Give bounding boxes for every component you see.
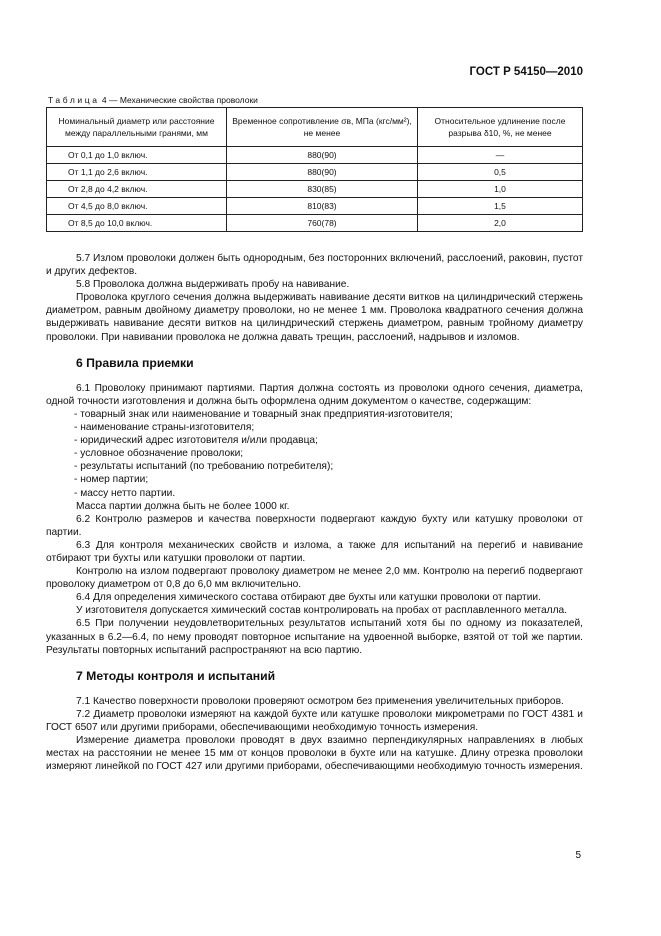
cell-elongation: 0,5 — [418, 164, 583, 181]
table-caption-title: 4 — Механические свойства проволоки — [99, 95, 258, 105]
header-elongation: Относительное удлинение после разрыва δ10, %, не менее — [418, 108, 583, 147]
table-header-row — [47, 108, 583, 147]
paragraph-6-5: 6.5 При получении неудовлетворительных результатов испытаний хотя бы по одному из показателей, указанных в 6.2—6.4, по нему проводят повторное испытание на удвоенной выборке, взятой от той же партии. Результаты повторных испытаний распространяют на всю партию. — [46, 618, 583, 656]
list-item: - наименование страны-изготовителя; — [74, 422, 255, 434]
paragraph-6-2: 6.2 Контролю размеров и качества поверхности подвергают каждую бухту или катушку проволоки от партии. — [46, 513, 583, 538]
table-row — [47, 215, 583, 232]
list-item: - массу нетто партии. — [74, 487, 176, 499]
paragraph-5-8-details: Проволока круглого сечения должна выдерживать навивание десяти витков на цилиндрический стержень диаметром, равным двойному диаметру проволоки, но не менее 1 мм. Проволока квадратного сечения должна выдерживать навивание десяти витков на цилиндрический стержень диаметром, равным тройному диаметру проволоки. При навивании проволока не должна давать трещин, расслоений, надрывов и изломов. — [46, 292, 583, 343]
paragraph-6-3: 6.3 Для контроля механических свойств и излома, а также для испытаний на перегиб и навивание отбирают три бухты или катушки проволоки от партии. — [46, 539, 583, 564]
paragraph-6-3-details: Контролю на излом подвергают проволоку диаметром не менее 2,0 мм. Контролю на перегиб подвергают проволоку диаметром от 0,8 до 6,0 мм включительно. — [46, 566, 583, 591]
paragraph-6-4: 6.4 Для определения химического состава отбирают две бухты или катушки проволоки от партии. — [76, 592, 541, 604]
section-6-heading: 6 Правила приемки — [76, 355, 194, 370]
cell-tensile: 810(83) — [227, 198, 418, 215]
header-diameter: Номинальный диаметр или расстояние между параллельными гранями, мм — [47, 108, 227, 147]
list-item: - результаты испытаний (по требованию потребителя); — [74, 461, 334, 473]
cell-tensile: 880(90) — [227, 164, 418, 181]
mechanical-properties-table — [46, 107, 583, 232]
section-7-heading: 7 Методы контроля и испытаний — [76, 668, 276, 683]
list-item: - номер партии; — [74, 474, 149, 486]
document-header: ГОСТ Р 54150—2010 — [469, 66, 583, 78]
paragraph-7-1: 7.1 Качество поверхности проволоки проверяют осмотром без применения увеличительных приборов. — [76, 695, 564, 707]
list-item: - юридический адрес изготовителя и/или продавца; — [74, 435, 318, 447]
paragraph-6-4-details: У изготовителя допускается химический состав контролировать на пробах от расплавленного металла. — [76, 605, 568, 617]
cell-tensile: 880(90) — [227, 147, 418, 164]
cell-elongation: 1,5 — [418, 198, 583, 215]
paragraph-6-1: 6.1 Проволоку принимают партиями. Партия должна состоять из проволоки одного сечения, диаметра, одной точности изготовления и должна быть оформлена одним документом о качестве, содержащим: — [46, 382, 583, 407]
list-item: - товарный знак или наименование и товарный знак предприятия-изготовителя; — [74, 408, 453, 420]
cell-diameter: От 8,5 до 10,0 включ. — [47, 215, 227, 232]
cell-elongation: 2,0 — [418, 215, 583, 232]
table-caption — [48, 95, 258, 105]
cell-tensile: 830(85) — [227, 181, 418, 198]
table-row — [47, 164, 583, 181]
header-tensile-strength: Временное сопротивление σв, МПа (кгс/мм²), не менее — [227, 108, 418, 147]
list-item: - условное обозначение проволоки; — [74, 448, 244, 460]
cell-diameter: От 0,1 до 1,0 включ. — [47, 147, 227, 164]
cell-diameter: От 2,8 до 4,2 включ. — [47, 181, 227, 198]
paragraph-5-7: 5.7 Излом проволоки должен быть однородным, без посторонних включений, расслоений, раковин, пустот и других дефектов. — [46, 253, 583, 278]
document-body — [46, 252, 583, 773]
paragraph-batch-mass: Масса партии должна быть не более 1000 кг. — [76, 500, 290, 512]
paragraph-5-8: 5.8 Проволока должна выдерживать пробу на навивание. — [76, 279, 350, 291]
table-row — [47, 181, 583, 198]
table-row — [47, 198, 583, 215]
table-row — [47, 147, 583, 164]
cell-diameter: От 4,5 до 8,0 включ. — [47, 198, 227, 215]
cell-elongation: — — [418, 147, 583, 164]
cell-diameter: От 1,1 до 2,6 включ. — [47, 164, 227, 181]
table-caption-prefix: Таблица — [48, 95, 100, 105]
page-number: 5 — [575, 850, 581, 861]
paragraph-7-2: 7.2 Диаметр проволоки измеряют на каждой бухте или катушке проволоки микрометрами по ГОСТ 4381 и ГОСТ 6507 или другими приборами, обеспечивающими необходимую точность измерения. — [46, 708, 583, 733]
cell-tensile: 760(78) — [227, 215, 418, 232]
paragraph-7-2-details: Измерение диаметра проволоки проводят в двух взаимно перпендикулярных направлениях в любых местах на расстоянии не менее 15 мм от концов проволоки в бухте или на катушке. Длину отрезка проволоки измеряют линейкой по ГОСТ 427 или другими приборами, обеспечивающими необходимую точность измерения. — [46, 735, 583, 773]
cell-elongation: 1,0 — [418, 181, 583, 198]
